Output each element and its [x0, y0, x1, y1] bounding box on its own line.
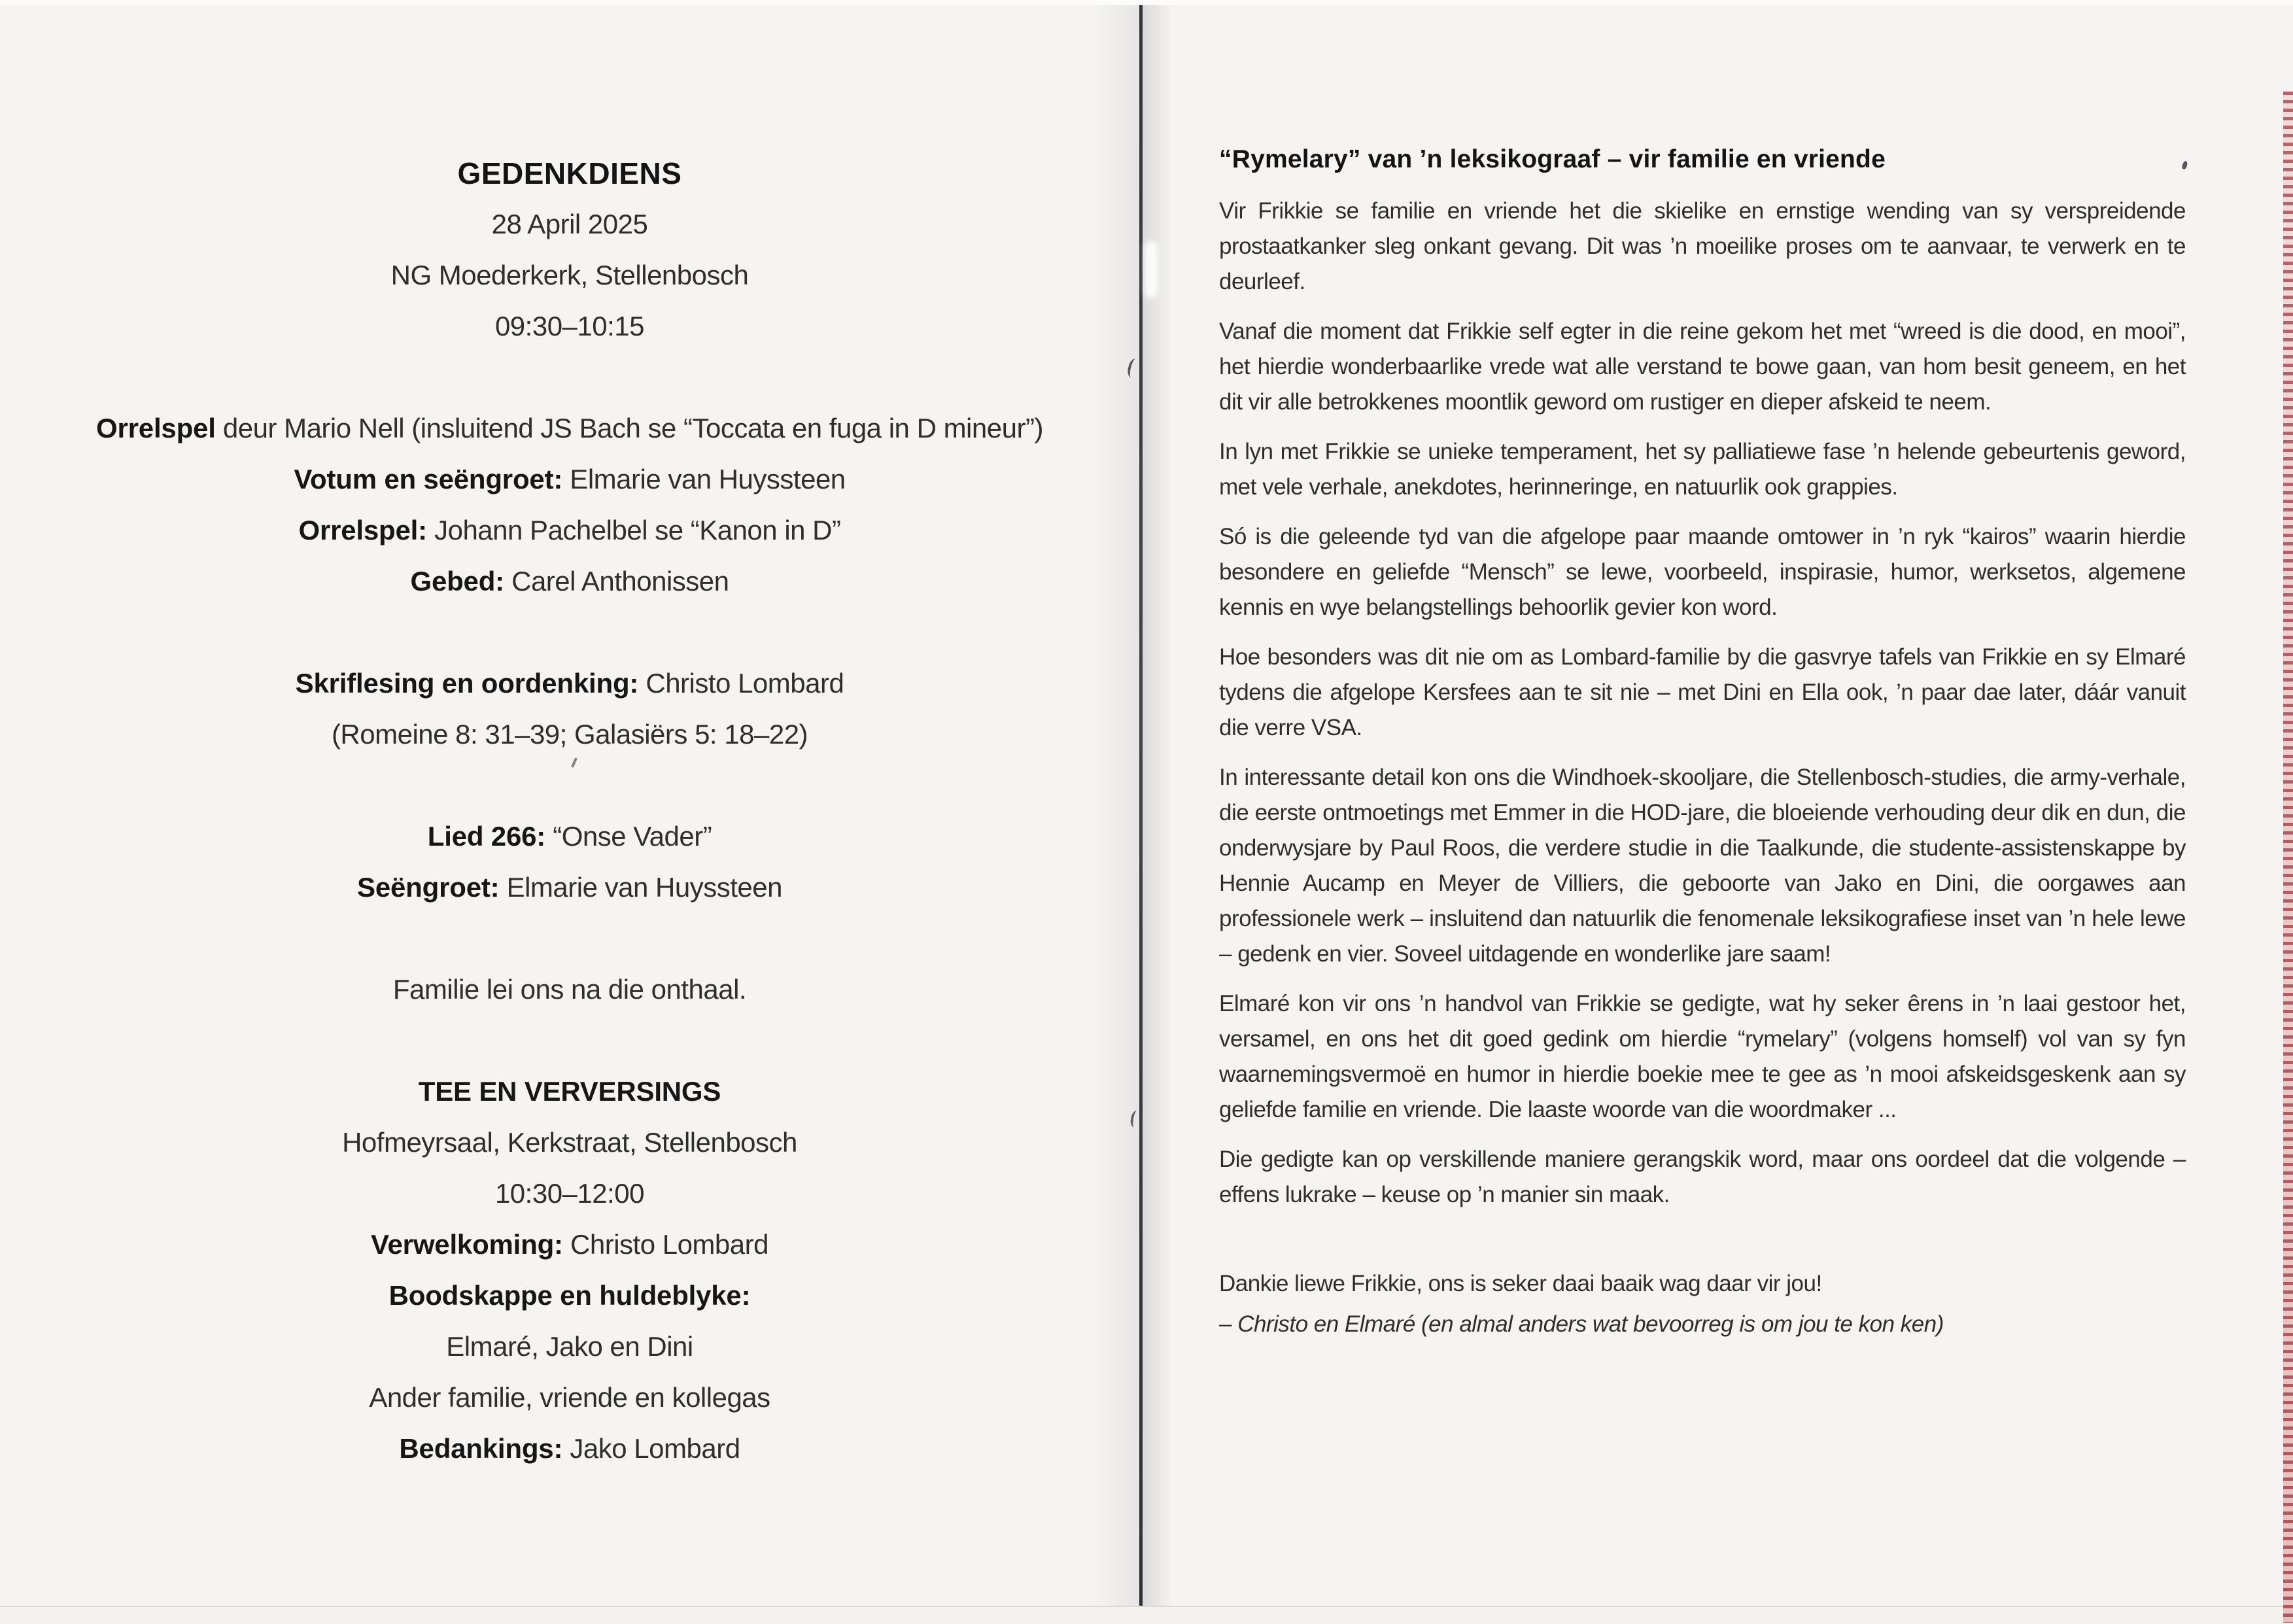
spacer [0, 913, 1139, 964]
essay-heading: “Rymelary” van ’n leksikograaf – vir familie en vriende [1219, 145, 1886, 173]
program-label: Orrelspel: [298, 515, 427, 545]
program-text: deur Mario Nell (insluitend JS Bach se “Toccata en fuga in D mineur”) [215, 413, 1043, 443]
program-text: Elmarie van Huyssteen [499, 872, 782, 903]
program-label: Lied 266: [427, 821, 546, 852]
tea-time: 10:30–12:00 [494, 1178, 645, 1209]
left-page [0, 0, 1139, 1606]
program-label: Gebed: [410, 566, 504, 596]
tea-label: Boodskappe en huldeblyke: [388, 1280, 751, 1311]
program-line-blessing [0, 862, 1139, 913]
essay-paragraph-3: In lyn met Frikkie se unieke temperament, het sy palliatiewe fase ’n helende gebeurtenis geword, met vele verhale, anekdotes, herinneringe, en natuurlik ook grappies. [1219, 439, 2186, 500]
signature-line: – Christo en Elmaré (en almal anders wat bevoorreg is om jou te kon ken) [1219, 1311, 1944, 1337]
program-line-prayer [0, 556, 1139, 607]
tea-text: Elmaré, Jako en Dini [446, 1331, 693, 1362]
tea-line-messages [0, 1270, 1139, 1321]
program-line-scripture-ref [0, 709, 1139, 760]
program-line-organ-prelude [0, 403, 1139, 454]
service-time: 09:30–10:15 [494, 311, 645, 341]
program-label: Skriflesing en oordenking: [295, 668, 639, 699]
program-text: “Onse Vader” [545, 821, 712, 852]
spacer [0, 352, 1139, 403]
essay-paragraph-1: Vir Frikkie se familie en vriende het die skielike en ernstige wending van sy verspreidende prostaatkanker sleg onkant gevang. Dit was ’n moeilike proses om te aanvaar, te verwerk en te deurleef. [1219, 198, 2186, 294]
closing-line: Dankie liewe Frikkie, ons is seker daai baaik wag daar vir jou! [1219, 1271, 1822, 1296]
program-text: (Romeine 8: 31–39; Galasiërs 5: 18–22) [331, 719, 808, 750]
program-text: Christo Lombard [638, 668, 844, 699]
essay-paragraph-8: Die gedigte kan op verskillende maniere gerangskik word, maar ons oordeel dat die volgende – effens lukrake – keuse op ’n manier sin maak. [1219, 1147, 2186, 1207]
spacer [0, 760, 1139, 811]
fold-shadow-right [1143, 0, 1173, 1606]
fold-shadow-left [1094, 0, 1139, 1606]
tea-line-others [0, 1372, 1139, 1423]
tea-text: Ander familie, vriende en kollegas [369, 1382, 770, 1413]
essay-paragraph-5: Hoe besonders was dit nie om as Lombard-familie by die gasvrye tafels van Frikkie en sy Elmaré tydens die afgelope Kersfees aan te sit nie – met Dini en Ella ook, ’n paar dae later, dáár vanuit die verre VSA. [1219, 644, 2186, 740]
essay-paragraph-7: Elmaré kon vir ons ’n handvol van Frikkie se gedigte, wat hy seker êrens in ’n laai gestoor het, versamel, en ons het dit goed gedink om hierdie “rymelary” (volgens homself) vol van sy fyn waarnemingsvermoë en humor in hierdie boekie mee te gee as ’n mooi afskeidsgeskenk aan sy geliefde familie en vriende. Die laaste woorde van die woordmaker ... [1219, 991, 2186, 1122]
tea-section-title: TEE EN VERVERSINGS [418, 1076, 721, 1107]
sheet-top-edge [0, 0, 2293, 5]
program-text: Elmarie van Huyssteen [562, 464, 846, 494]
essay-paragraph-6: In interessante detail kon ons die Windhoek-skooljare, die Stellenbosch-studies, die army-verhale, die eerste ontmoetings met Emmer in die HOD-jare, die bloeiende verhouding deur dik en dun, die onderwysjare by Paul Roos, die verdere studie in die Taalkunde, die studente-assistenskappe by Hennie Aucamp en Meyer de Villiers, die geboorte van Jako en Dini, die oorgawes aan professionele werk – insluitend dan natuurlik die fenomenale leksikografiese inset van ’n hele lewe – gedenk en vier. Soveel uitdagende en wonderlike jare saam! [1219, 765, 2186, 967]
tea-line-welcome [0, 1219, 1139, 1270]
spacer [0, 607, 1139, 658]
tea-label: Bedankings: [399, 1433, 563, 1464]
program-label: Orrelspel [96, 413, 216, 443]
right-page [1143, 0, 2284, 1606]
fold-paper-glint [1145, 241, 1158, 298]
tea-text: Jako Lombard [562, 1433, 740, 1464]
program-line-family-note [0, 964, 1139, 1015]
essay-paragraph-4: Só is die geleende tyd van die afgelope paar maande omtower in ’n ryk “kairos” waarin hierdie besondere en geliefde “Mensch” se lewe, voorbeeld, inspirasie, humor, werksetos, algemene kennis en wye belangstellings behoorlik gevier kon word. [1219, 524, 2186, 620]
program-text: Familie lei ons na die onthaal. [392, 974, 747, 1005]
program-label: Seëngroet: [357, 872, 500, 903]
service-date: 28 April 2025 [491, 209, 648, 239]
program-line-votum [0, 454, 1139, 505]
spacer [0, 1015, 1139, 1066]
tea-text: Christo Lombard [562, 1229, 768, 1260]
program-label: Votum en seëngroet: [294, 464, 563, 494]
next-page-edge-strip [2283, 92, 2293, 1623]
tea-line-thanks [0, 1423, 1139, 1474]
program-text: Carel Anthonissen [504, 566, 729, 596]
service-title: GEDENKDIENS [457, 156, 682, 190]
program-text: Johann Pachelbel se “Kanon in D” [426, 515, 841, 545]
tea-venue: Hofmeyrsaal, Kerkstraat, Stellenbosch [342, 1127, 797, 1158]
service-venue: NG Moederkerk, Stellenbosch [390, 260, 749, 290]
tea-label: Verwelkoming: [371, 1229, 563, 1260]
program-line-organ [0, 505, 1139, 556]
program-line-scripture [0, 658, 1139, 709]
sheet-bottom-edge [0, 1606, 2293, 1624]
tea-line-family [0, 1321, 1139, 1372]
essay-paragraph-2: Vanaf die moment dat Frikkie self egter in die reine gekom het met “wreed is die dood, en mooi”, het hierdie wonderbaarlike vrede wat alle verstand te bowe gaan, van hom besit geneem, en het dit vir alle betrokkenes moontlik geword om rustiger en dieper afskeid te neem. [1219, 319, 2186, 415]
program-line-hymn [0, 811, 1139, 862]
